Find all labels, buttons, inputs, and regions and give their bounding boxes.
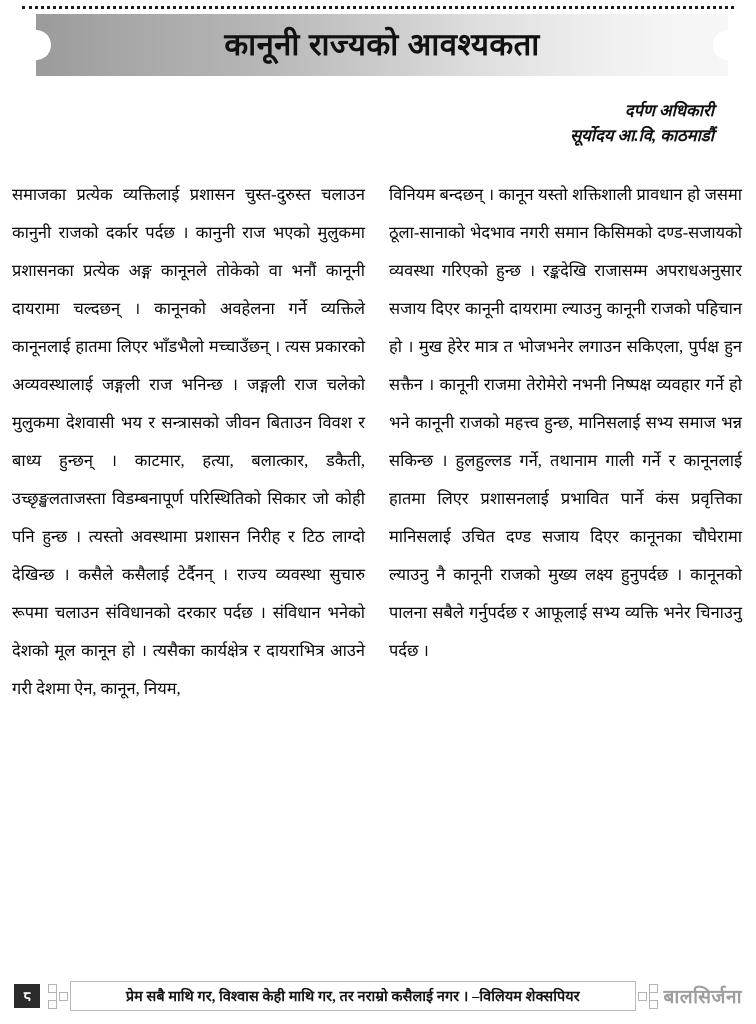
byline-affiliation: सूर्योदय आ.वि, काठमाडौं (570, 126, 714, 145)
article-column-right (389, 176, 742, 956)
footer-quote-box (70, 981, 636, 1011)
article-body (12, 176, 742, 956)
magazine-brand-logo: बालसिर्जना (663, 987, 742, 1008)
bracket-ornament-left-icon (48, 983, 68, 1009)
article-text-left: समाजका प्रत्येक व्यक्तिलाई प्रशासन चुस्त-दुरुस्त चलाउन कानुनी राजको दर्कार पर्दछ । कानुनी राज भएको मुलुकमा प्रशासनका प्रत्येक अङ्ग कानूनले तोकेको वा भनौं कानूनी दायरामा चल्दछन् । कानूनको अवहेलना गर्ने व्यक्तिले कानूनलाई हातमा लिएर भाँडभैलो मच्चाउँछन् । त्यस प्रकारको अव्यवस्थालाई जङ्गली राज भनिन्छ । जङ्गली राज चलेको मुलुकमा देशवासी भय र सन्त्रासको जीवन बिताउन विवश र बाध्य हुन्छन् । काटमार, हत्या, बलात्कार, डकैती, उच्छृङ्खलताजस्ता विडम्बनापूर्ण परिस्थितिको सिकार जो कोही पनि हुन्छ । त्यस्तो अवस्थामा प्रशासन निरीह र टिठ लाग्दो देखिन्छ । कसैले कसैलाई टेर्दैनन् । राज्य व्यवस्था सुचारु रूपमा चलाउन संविधानको दरकार पर्दछ । संविधान भनेको देशको मूल कानून हो । त्यसैका कार्यक्षेत्र र दायराभित्र आउने गरी देशमा ऐन, कानून, नियम, (12, 185, 365, 698)
bracket-ornament-right-icon (638, 983, 658, 1009)
title-banner (36, 14, 728, 76)
byline-author: दर्पण अधिकारी (624, 101, 714, 120)
byline (570, 98, 714, 148)
page-number-badge: ८ (14, 984, 40, 1008)
top-dotted-rule (22, 6, 734, 12)
page-title: कानूनी राज्यको आवश्यकता (224, 26, 540, 62)
article-text-right: विनियम बन्दछन् । कानून यस्तो शक्तिशाली प्रावधान हो जसमा ठूला-सानाको भेदभाव नगरी समान किसिमको दण्ड-सजायको व्यवस्था गरिएको हुन्छ । रङ्कदेखि राजासम्म अपराधअनुसार सजाय दिएर कानूनी दायरामा ल्याउनु कानूनी राजको पहिचान हो । मुख हेरेर मात्र त भोजभनेर लगाउन सकिएला, पुर्पक्ष हुन सक्तैन । कानूनी राजमा तेरोमेरो नभनी निष्पक्ष व्यवहार गर्ने हो भने कानूनी राजको महत्त्व हुन्छ, मानिसलाई सभ्य समाज भन्न सकिन्छ । हुलहुल्लड गर्ने, तथानाम गाली गर्ने र कानूनलाई हातमा लिएर प्रशासनलाई प्रभावित पार्ने कंस प्रवृत्तिका मानिसलाई उचित दण्ड सजाय दिएर कानूनका चौघेरामा ल्याउनु नै कानूनी राजको मुख्य लक्ष्य हुनुपर्दछ । कानूनको पालना सबैले गर्नुपर्दछ र आफूलाई सभ्य व्यक्ति भनेर चिनाउनु पर्दछ । (389, 185, 742, 660)
page-footer (14, 974, 742, 1018)
article-column-left (12, 176, 365, 956)
footer-quote-text: प्रेम सबै माथि गर, विश्वास केही माथि गर, तर नराम्रो कसैलाई नगर । –विलियम शेक्सपियर (125, 988, 580, 1005)
